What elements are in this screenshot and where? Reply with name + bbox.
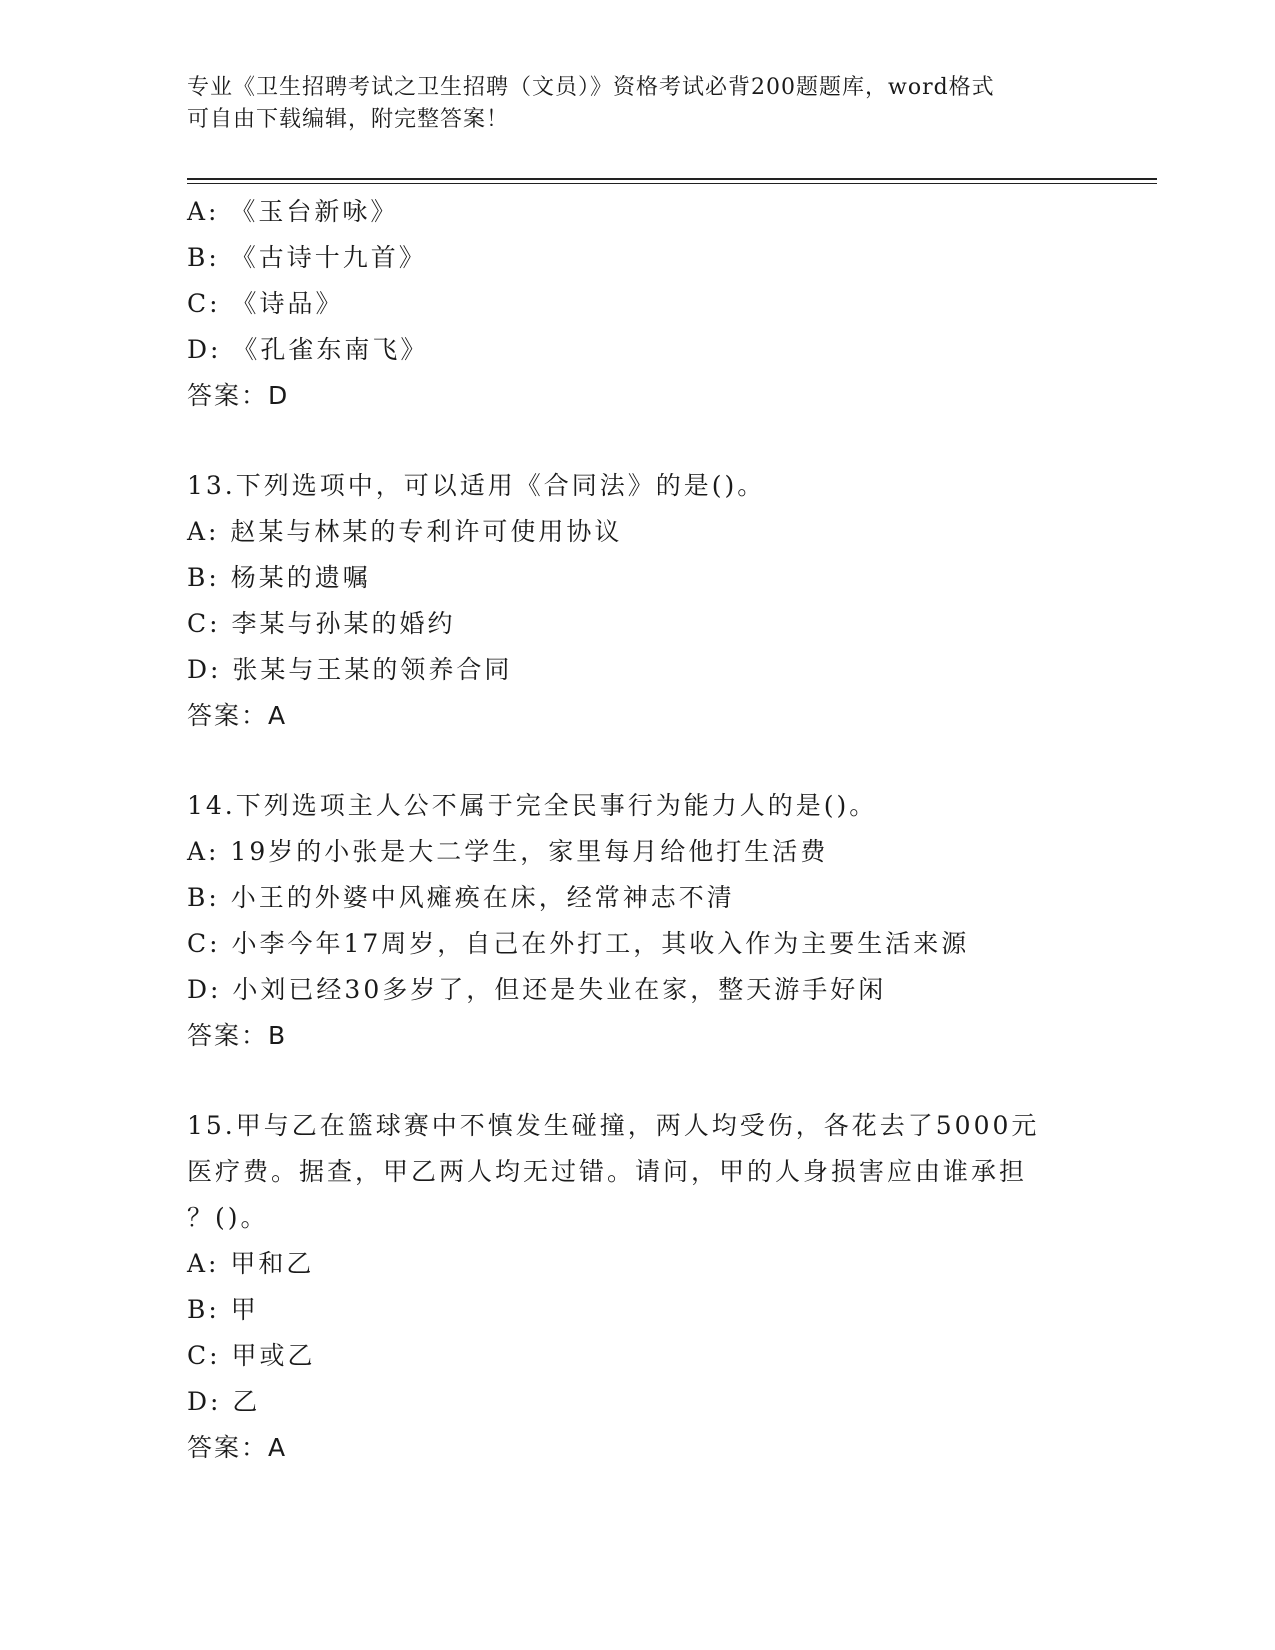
q12-answer: 答案：D (187, 381, 290, 410)
question-14-block (187, 783, 1087, 1059)
question-15-block (187, 1103, 1087, 1471)
q15-question-line-1: 15.甲与乙在篮球赛中不慎发生碰撞，两人均受伤，各花去了5000元 (187, 1111, 1040, 1140)
q14-option-b: B: 小王的外婆中风瘫痪在床，经常神志不清 (187, 883, 735, 912)
header-divider-thin (187, 183, 1157, 184)
q12-option-c: C: 《诗品》 (187, 289, 344, 318)
q14-option-d: D: 小刘已经30多岁了，但还是失业在家，整天游手好闲 (187, 975, 887, 1004)
q14-answer: 答案：B (187, 1021, 288, 1050)
q12-option-a: A: 《玉台新咏》 (187, 197, 399, 226)
header-divider-thick (187, 178, 1157, 180)
question-list (187, 189, 1087, 1471)
q12-option-d: D: 《孔雀东南飞》 (187, 335, 429, 364)
q13-answer: 答案：A (187, 701, 288, 730)
q13-option-d: D: 张某与王某的领养合同 (187, 655, 513, 684)
q15-option-a: A: 甲和乙 (187, 1249, 315, 1278)
spacer (187, 739, 1087, 783)
q15-option-b: B: 甲 (187, 1295, 259, 1324)
q14-question: 14.下列选项主人公不属于完全民事行为能力人的是()。 (187, 791, 878, 820)
spacer (187, 419, 1087, 463)
q14-option-c: C: 小李今年17周岁，自己在外打工，其收入作为主要生活来源 (187, 929, 970, 958)
header-title-line-2: 可自由下载编辑，附完整答案！ (187, 107, 510, 132)
document-header (187, 72, 1067, 136)
q15-question-line-3: ？()。 (187, 1203, 269, 1232)
q13-option-b: B: 杨某的遗嘱 (187, 563, 371, 592)
q15-question-line-2: 医疗费。据查，甲乙两人均无过错。请问，甲的人身损害应由谁承担 (187, 1157, 1028, 1186)
header-title-line-1: 专业《卫生招聘考试之卫生招聘（文员）》资格考试必背200题题库，word格式 (187, 75, 995, 100)
q15-option-c: C: 甲或乙 (187, 1341, 316, 1370)
q15-option-d: D: 乙 (187, 1387, 261, 1416)
q13-option-c: C: 李某与孙某的婚约 (187, 609, 456, 638)
q15-answer: 答案：A (187, 1433, 288, 1462)
q12-option-b: B: 《古诗十九首》 (187, 243, 427, 272)
question-13-block (187, 463, 1087, 739)
spacer (187, 1059, 1087, 1103)
question-12-block (187, 189, 1087, 419)
q13-option-a: A: 赵某与林某的专利许可使用协议 (187, 517, 623, 546)
q14-option-a: A: 19岁的小张是大二学生，家里每月给他打生活费 (187, 837, 829, 866)
q13-question: 13.下列选项中，可以适用《合同法》的是()。 (187, 471, 766, 500)
